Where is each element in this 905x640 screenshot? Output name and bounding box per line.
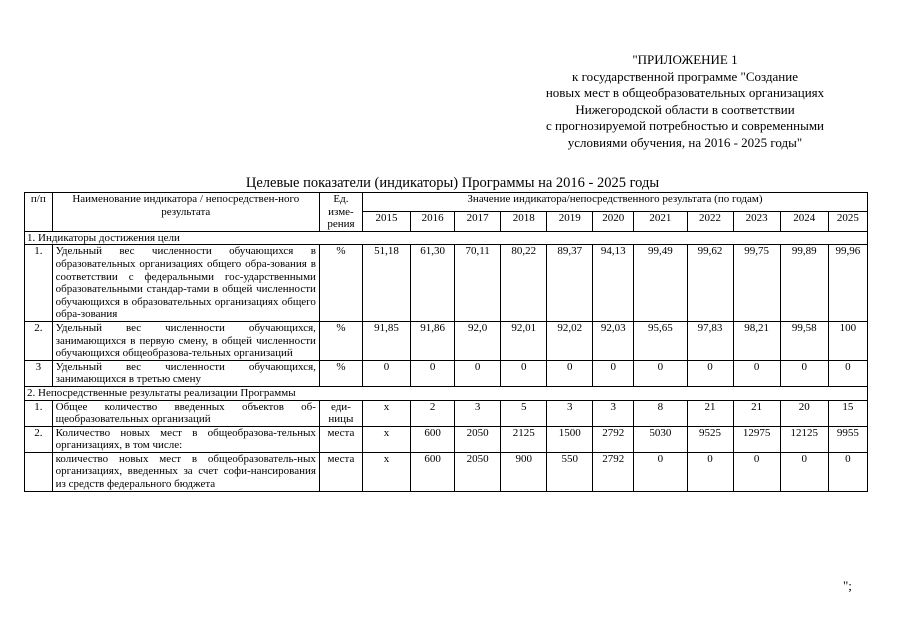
row-value: 0 xyxy=(593,360,634,386)
row-unit: еди-ницы xyxy=(319,400,362,426)
row-value: 15 xyxy=(828,400,867,426)
row-value: 0 xyxy=(687,360,733,386)
appendix-line: Нижегородской области в соответствии xyxy=(575,101,795,117)
table-row xyxy=(25,245,868,322)
header-year: 2024 xyxy=(780,212,828,231)
appendix-line: "ПРИЛОЖЕНИЕ 1 xyxy=(632,52,738,67)
header-num: п/п xyxy=(25,193,53,232)
row-value: 2792 xyxy=(593,452,634,491)
row-value: 51,18 xyxy=(362,245,410,322)
row-value: 0 xyxy=(733,452,780,491)
row-value: 92,02 xyxy=(547,321,593,360)
row-value: 92,03 xyxy=(593,321,634,360)
row-value: 21 xyxy=(733,400,780,426)
appendix-line: условиями обучения, на 2016 - 2025 годы" xyxy=(567,134,803,150)
table-row xyxy=(25,400,868,426)
header-year: 2022 xyxy=(687,212,733,231)
row-value: 99,89 xyxy=(780,245,828,322)
row-value: 0 xyxy=(828,360,867,386)
row-value: 600 xyxy=(411,426,455,452)
row-value: 0 xyxy=(733,360,780,386)
row-value: 3 xyxy=(455,400,501,426)
row-value: 0 xyxy=(362,360,410,386)
table-row xyxy=(25,426,868,452)
row-value: 8 xyxy=(634,400,687,426)
row-value: 5 xyxy=(501,400,547,426)
row-unit: % xyxy=(319,360,362,386)
row-name: Удельный вес численности обучающихся, занимающихся в первую смену, в общей численности обучающихся общеобразова-тельных организаций xyxy=(52,321,319,360)
row-value: 21 xyxy=(687,400,733,426)
row-name: Удельный вес численности обучающихся, занимающихся в третью смену xyxy=(52,360,319,386)
row-name: Удельный вес численности обучающихся в образовательных организациях общего обра-зования в соответствии с федеральными гос-ударственными образовательными стандар-тами в общей численности обучающихся в образовательных организациях общего обра-зования xyxy=(52,245,319,322)
indicators-table xyxy=(24,192,868,492)
row-num: 2. xyxy=(25,321,53,360)
row-value: 91,85 xyxy=(362,321,410,360)
row-value: 550 xyxy=(547,452,593,491)
row-value: 0 xyxy=(411,360,455,386)
row-value: 2050 xyxy=(455,426,501,452)
row-value: 100 xyxy=(828,321,867,360)
row-name: Количество новых мест в общеобразова-тельных организациях, в том числе: xyxy=(52,426,319,452)
row-value: 70,11 xyxy=(455,245,501,322)
header-year: 2025 xyxy=(828,212,867,231)
row-value: 2792 xyxy=(593,426,634,452)
row-value: 3 xyxy=(593,400,634,426)
row-value: 94,13 xyxy=(593,245,634,322)
row-num: 1. xyxy=(25,400,53,426)
row-name: количество новых мест в общеобразователь-ных организациях, введенных за счет софи-нансирования из средств федерального бюджета xyxy=(52,452,319,491)
row-value: х xyxy=(362,400,410,426)
header-year: 2017 xyxy=(455,212,501,231)
row-value: 5030 xyxy=(634,426,687,452)
row-value: 99,58 xyxy=(780,321,828,360)
row-value: 99,75 xyxy=(733,245,780,322)
row-value: 12975 xyxy=(733,426,780,452)
row-value: 92,01 xyxy=(501,321,547,360)
table-row xyxy=(25,321,868,360)
table-row xyxy=(25,452,868,491)
row-unit: места xyxy=(319,452,362,491)
row-value: 91,86 xyxy=(411,321,455,360)
appendix-line: к государственной программе "Создание xyxy=(572,68,798,84)
row-value: 9955 xyxy=(828,426,867,452)
section-row xyxy=(25,231,868,245)
row-num: 2. xyxy=(25,426,53,452)
row-value: 9525 xyxy=(687,426,733,452)
table-row xyxy=(25,360,868,386)
row-value: 0 xyxy=(547,360,593,386)
section-title: 1. Индикаторы достижения цели xyxy=(25,231,868,245)
row-value: 2 xyxy=(411,400,455,426)
row-num xyxy=(25,452,53,491)
row-value: 0 xyxy=(780,360,828,386)
row-value: х xyxy=(362,452,410,491)
row-value: 80,22 xyxy=(501,245,547,322)
row-name: Общее количество введенных объектов об-щеобразовательных организаций xyxy=(52,400,319,426)
row-value: 99,62 xyxy=(687,245,733,322)
row-value: 0 xyxy=(780,452,828,491)
row-value: 0 xyxy=(634,452,687,491)
header-year: 2019 xyxy=(547,212,593,231)
header-year: 2015 xyxy=(362,212,410,231)
table-title: Целевые показатели (индикаторы) Программы на 2016 - 2025 годы xyxy=(245,175,660,191)
header-year: 2016 xyxy=(411,212,455,231)
row-value: 0 xyxy=(501,360,547,386)
row-value: 0 xyxy=(828,452,867,491)
header-unit: Ед. изме-рения xyxy=(319,193,362,232)
row-value: 20 xyxy=(780,400,828,426)
row-value: 89,37 xyxy=(547,245,593,322)
row-value: 1500 xyxy=(547,426,593,452)
row-value: 2050 xyxy=(455,452,501,491)
row-value: 98,21 xyxy=(733,321,780,360)
row-value: 900 xyxy=(501,452,547,491)
row-value: 3 xyxy=(547,400,593,426)
header-name: Наименование индикатора / непосредствен-ного результата xyxy=(52,193,319,232)
row-num: 3 xyxy=(25,360,53,386)
row-value: 61,30 xyxy=(411,245,455,322)
header-values-group: Значение индикатора/непосредственного результата (по годам) xyxy=(362,193,867,212)
row-value: 97,83 xyxy=(687,321,733,360)
row-value: 2125 xyxy=(501,426,547,452)
closing-mark: "; xyxy=(843,578,852,593)
row-value: 99,96 xyxy=(828,245,867,322)
appendix-header xyxy=(470,52,900,151)
row-value: 0 xyxy=(455,360,501,386)
header-year: 2020 xyxy=(593,212,634,231)
section-title: 2. Непосредственные результаты реализации Программы xyxy=(25,386,868,400)
appendix-line: с прогнозируемой потребностью и современными xyxy=(545,118,825,133)
row-unit: % xyxy=(319,245,362,322)
row-value: 99,49 xyxy=(634,245,687,322)
row-value: 600 xyxy=(411,452,455,491)
row-value: х xyxy=(362,426,410,452)
row-unit: места xyxy=(319,426,362,452)
row-value: 95,65 xyxy=(634,321,687,360)
header-year: 2018 xyxy=(501,212,547,231)
appendix-line: новых мест в общеобразовательных организациях xyxy=(545,85,825,100)
section-row xyxy=(25,386,868,400)
row-value: 12125 xyxy=(780,426,828,452)
row-value: 92,0 xyxy=(455,321,501,360)
row-value: 0 xyxy=(634,360,687,386)
row-num: 1. xyxy=(25,245,53,322)
row-unit: % xyxy=(319,321,362,360)
header-year: 2023 xyxy=(733,212,780,231)
header-year: 2021 xyxy=(634,212,687,231)
row-value: 0 xyxy=(687,452,733,491)
